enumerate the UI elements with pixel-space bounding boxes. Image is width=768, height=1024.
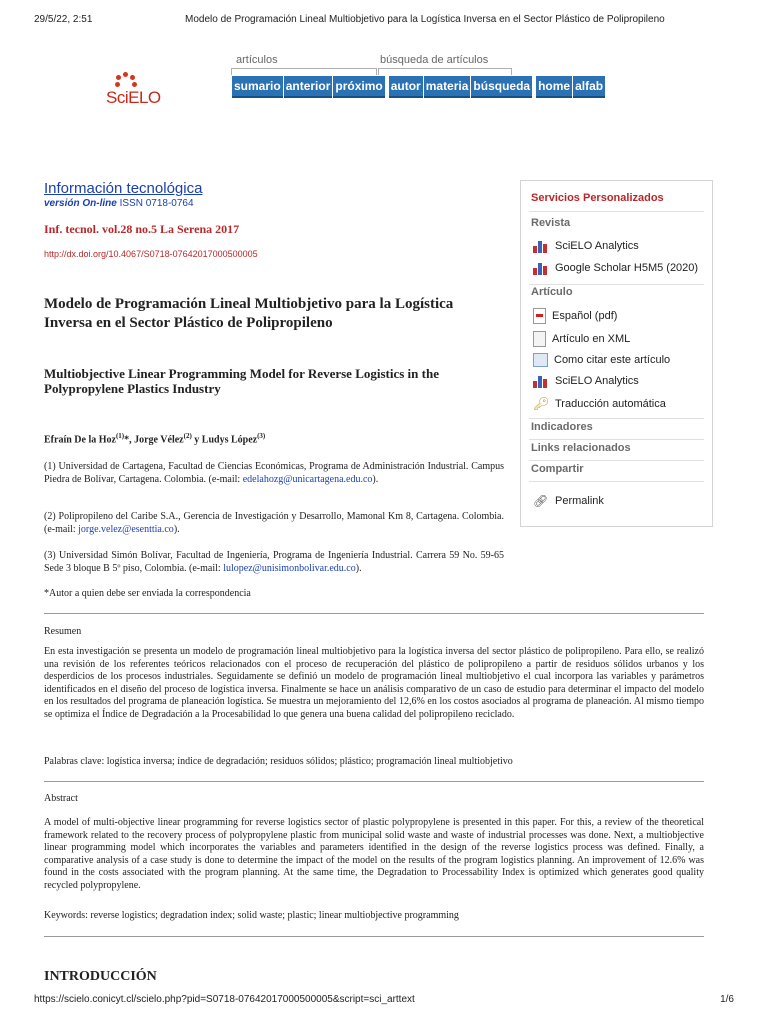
sidebar-header: Servicios Personalizados xyxy=(531,192,664,204)
abstract-label: Abstract xyxy=(44,793,78,804)
author-name: Jorge Vélez xyxy=(134,434,184,446)
sidebar-item-scielo-analytics[interactable] xyxy=(533,239,639,253)
sidebar-section-articulo: Artículo xyxy=(531,286,573,298)
author-affiliation-mark: (1) xyxy=(115,432,125,440)
affiliation-end: ). xyxy=(173,524,180,535)
corresponding-note: *Autor a quien debe ser enviada la correspondencia xyxy=(44,588,251,599)
sidebar-item-pdf[interactable] xyxy=(533,308,617,324)
sidebar-item-xml[interactable] xyxy=(533,331,630,347)
nav-materia-button[interactable]: materia xyxy=(424,76,471,98)
divider xyxy=(44,936,704,937)
palabras-clave: Palabras clave: logística inversa; índice de degradación; residuos sólidos; plástico; programación lineal multiobjetivo xyxy=(44,756,513,767)
sidebar-section-indicadores[interactable]: Indicadores xyxy=(531,421,593,433)
sidebar-divider xyxy=(529,418,704,419)
sidebar-item-label: Español (pdf) xyxy=(552,310,618,322)
sidebar-item-cite[interactable] xyxy=(533,353,670,367)
link-icon: 🔗︎ xyxy=(533,494,549,508)
nav-sumario-button[interactable]: sumario xyxy=(232,76,283,98)
bar-chart-icon xyxy=(533,239,549,253)
services-sidebar xyxy=(520,180,713,527)
version-label: versión On-line xyxy=(44,198,117,209)
sidebar-item-google-scholar[interactable] xyxy=(533,261,698,275)
article-title-en: Multiobjective Linear Programming Model for Reverse Logistics in the Polypropylene Plastics Industry xyxy=(44,366,439,396)
print-url: https://scielo.conicyt.cl/scielo.php?pid=S0718-07642017000500005&script=sci_arttext xyxy=(34,994,415,1005)
author-name: Efraín De la Hoz xyxy=(44,434,116,446)
sidebar-item-label: Permalink xyxy=(555,495,604,507)
nav-busqueda-button[interactable]: búsqueda xyxy=(471,76,532,98)
nav-busqueda-label: búsqueda de artículos xyxy=(380,54,489,66)
sidebar-section-links[interactable]: Links relacionados xyxy=(531,442,631,454)
print-title: Modelo de Programación Lineal Multiobjetivo para la Logística Inversa en el Sector Plástico de Polipropileno xyxy=(185,14,665,25)
article-title-es: Modelo de Programación Lineal Multiobjetivo para la Logística Inversa en el Sector Plástico de Polipropileno xyxy=(44,296,454,331)
print-page-number: 1/6 xyxy=(720,994,734,1005)
affiliation-text: (2) Polipropileno del Caribe S.A., Gerencia de Investigación y Desarrollo, Mamonal Km 8, Cartagena. Colombia. (e-mail: xyxy=(44,511,504,535)
sidebar-item-label: Traducción automática xyxy=(555,398,666,410)
sidebar-divider xyxy=(529,439,704,440)
sidebar-item-label: Artículo en XML xyxy=(552,333,631,345)
sidebar-section-compartir[interactable]: Compartir xyxy=(531,463,584,475)
sidebar-item-label: SciELO Analytics xyxy=(555,240,639,252)
affiliation-3 xyxy=(44,549,504,575)
intro-heading: INTRODUCCIÓN xyxy=(44,969,157,984)
sidebar-item-label: Como citar este artículo xyxy=(554,354,671,366)
email-link[interactable]: lulopez@unisimonbolivar.edu.co xyxy=(223,563,356,574)
xml-file-icon xyxy=(533,331,546,347)
sidebar-divider xyxy=(529,211,704,212)
journal-title-link[interactable]: Información tecnológica xyxy=(44,180,203,197)
authors xyxy=(44,432,265,445)
scielo-logo[interactable] xyxy=(106,72,176,112)
author-affiliation-mark: (3) xyxy=(257,432,266,440)
resumen-label: Resumen xyxy=(44,626,82,637)
sidebar-item-permalink[interactable] xyxy=(533,494,604,508)
volume-line: Inf. tecnol. vol.28 no.5 La Serena 2017 xyxy=(44,222,240,236)
issn-line xyxy=(44,198,194,209)
cite-icon xyxy=(533,353,548,367)
abstract-text: A model of multi-objective linear programming for reverse logistics sector of plastic polypropylene is presented in this paper. For this, a review of the theoretical framework related to the recovery process of polypropylene plastic from municipal solid waste and waste of industrial processes was done. Next, a multiobjective linear programming model which incorporates the variables and parameters identified in the design of the reverse logistics process was defined. Finally, a comparative analysis of a case study is done to determine the impact of the model on the results of the program logistics planning. An improvement of 12.6% was found in the costs associated with the program planning. At the same time, the Degradation to Processability Index is optimized which generates good quality recycled polypropylene. xyxy=(44,817,704,891)
affiliation-2 xyxy=(44,510,504,536)
affiliation-end: ). xyxy=(372,474,379,485)
bar-chart-icon xyxy=(533,261,549,275)
affiliation-end: ). xyxy=(355,563,362,574)
nav-bar xyxy=(232,76,609,98)
nav-bracket xyxy=(231,68,377,75)
affiliation-text: (1) Universidad de Cartagena, Facultad de Ciencias Económicas, Programa de Administración Industrial. Campus Piedra de Bolívar, Cartagena. Colombia. (e-mail: xyxy=(44,461,504,485)
divider xyxy=(44,613,704,614)
affiliation-1 xyxy=(44,460,504,486)
doi-link[interactable]: http://dx.doi.org/10.4067/S0718-07642017000500005 xyxy=(44,249,258,259)
nav-proximo-button[interactable]: próximo xyxy=(333,76,384,98)
sidebar-divider xyxy=(529,481,704,482)
logo-text: SciELO xyxy=(106,88,161,107)
keywords: Keywords: reverse logistics; degradation index; solid waste; plastic; linear multiobjective programming xyxy=(44,910,459,921)
bar-chart-icon xyxy=(533,374,549,388)
author-separator: *, xyxy=(124,434,135,446)
sidebar-divider xyxy=(529,460,704,461)
sidebar-section-revista: Revista xyxy=(531,217,571,229)
nav-anterior-button[interactable]: anterior xyxy=(284,76,333,98)
pdf-icon xyxy=(533,308,546,324)
affiliation-text: (3) Universidad Simón Bolívar, Facultad de Ingeniería, Programa de Ingeniería Industrial. Carrera 59 No. 59-65 Sede 3 bloque B 5º piso, Colombia. (e-mail: xyxy=(44,550,504,574)
nav-autor-button[interactable]: autor xyxy=(389,76,423,98)
nav-bracket xyxy=(378,68,512,75)
sidebar-item-scielo-analytics-article[interactable] xyxy=(533,374,639,388)
author-name: Ludys López xyxy=(201,434,258,446)
sidebar-item-label: SciELO Analytics xyxy=(555,375,639,387)
sidebar-item-label: Google Scholar H5M5 (2020) xyxy=(555,262,699,274)
author-affiliation-mark: (2) xyxy=(183,432,192,440)
issn-value: ISSN 0718-0764 xyxy=(119,198,194,209)
nav-home-button[interactable]: home xyxy=(536,76,572,98)
author-separator: y xyxy=(191,434,202,446)
email-link[interactable]: edelahozg@unicartagena.edu.co xyxy=(242,474,373,485)
nav-alfab-button[interactable]: alfab xyxy=(573,76,605,98)
email-link[interactable]: jorge.velez@esenttia.co xyxy=(78,524,174,535)
print-date: 29/5/22, 2:51 xyxy=(34,14,93,25)
divider xyxy=(44,781,704,782)
key-icon: 🔑︎ xyxy=(533,396,550,411)
sidebar-divider xyxy=(529,284,704,285)
nav-articulos-label: artículos xyxy=(236,54,278,66)
resumen-text: En esta investigación se presenta un modelo de programación lineal multiobjetivo para la logística inversa del sector plástico de polipropileno. Para ello, se realizó una revisión de los referentes teóricos relacionados con el proceso de recuperación del plástico de polipropileno a partir de residuos sólidos urbanos y los desperdicios de los procesos industriales. Seguidamente se definió un modelo de programación lineal multiobjetivo el cual incorpora las variables y parámetros identificados en el diseño del proceso de logística inversa. Finalmente se hace un análisis comparativo de un caso de estudio para determinar el impacto del modelo en los resultados del programa de planeación logística. Se muestra un mejoramiento del 12,6% en los costos asociados al programa de planeación. Al mismo tiempo se optimiza el Índice de Degradación a la Procesabilidad lo que genera una buena calidad del polipropileno reciclado. xyxy=(44,646,704,720)
sidebar-item-translation[interactable] xyxy=(533,397,666,411)
